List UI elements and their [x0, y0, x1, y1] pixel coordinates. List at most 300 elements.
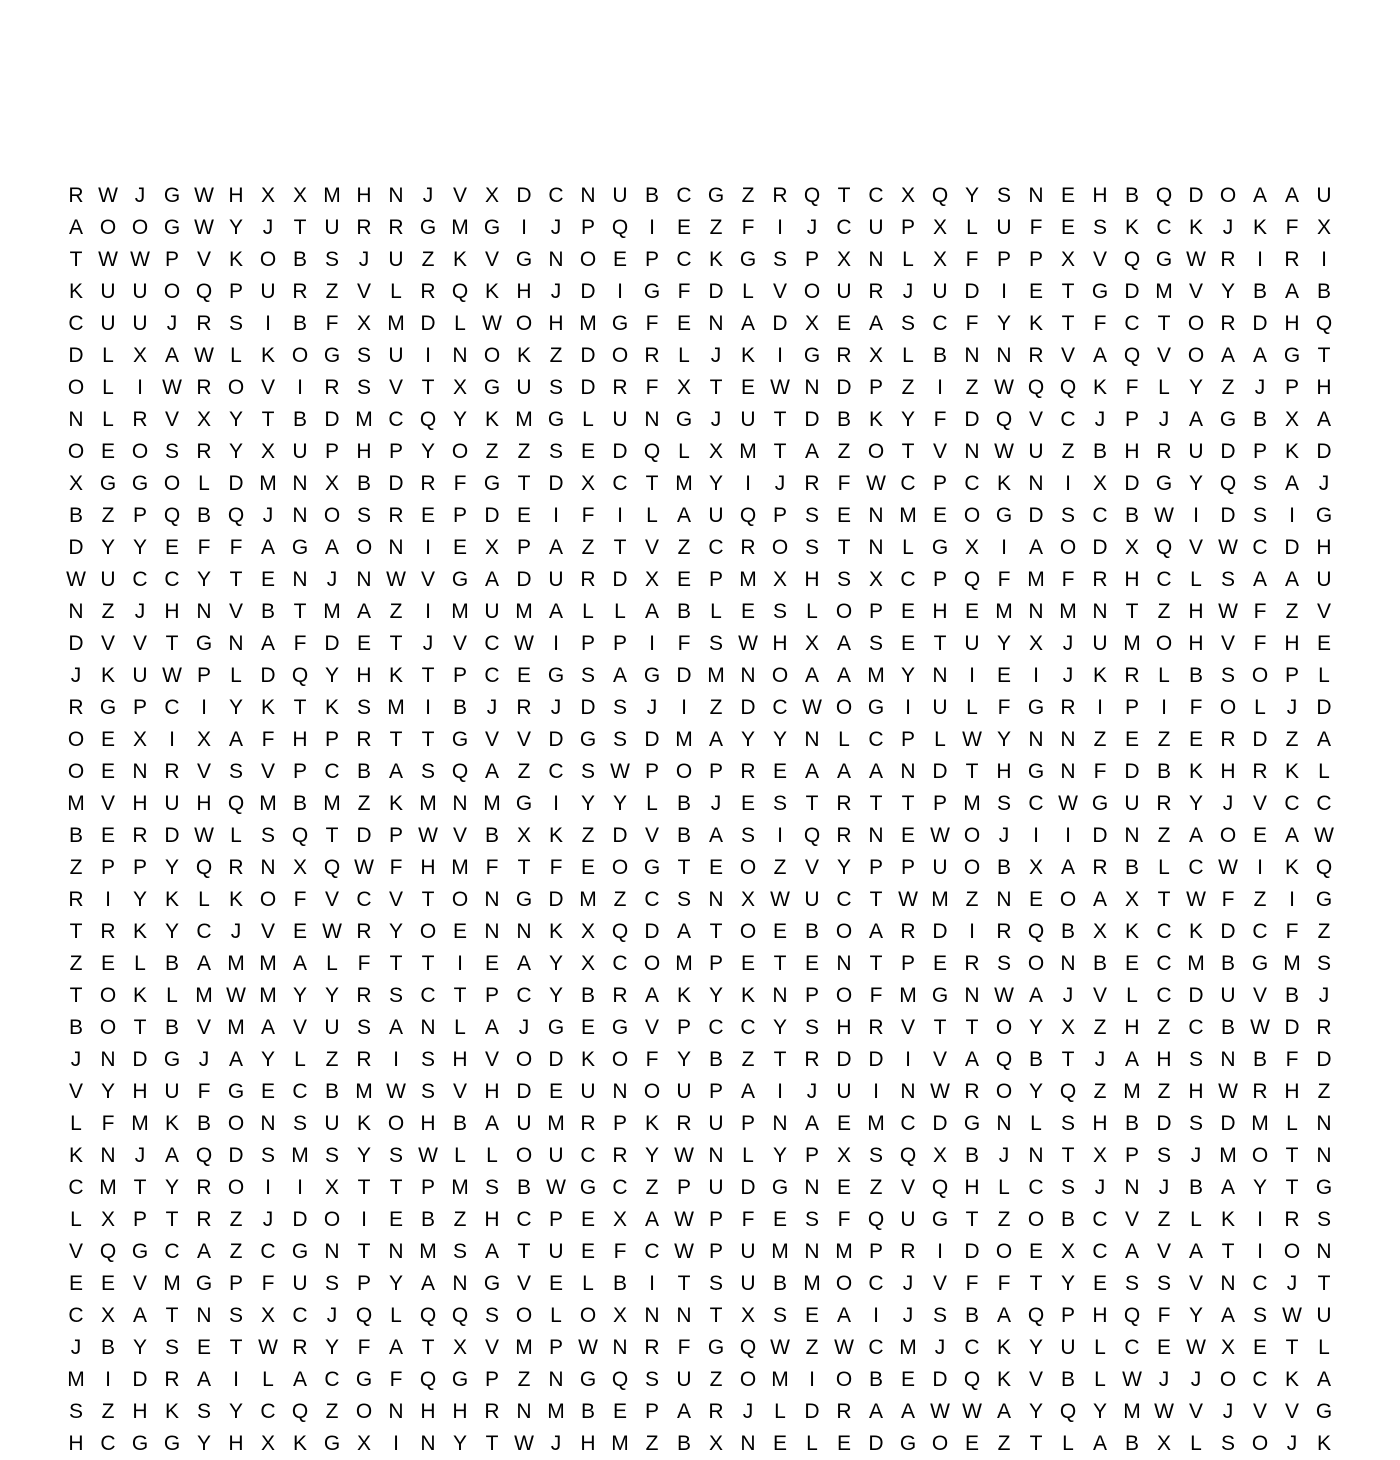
grid-letter: D [964, 280, 980, 303]
grid-letter: P [100, 856, 115, 879]
grid-letter: N [1060, 760, 1076, 783]
grid-letter: K [996, 1368, 1011, 1391]
grid-letter: K [1220, 1208, 1235, 1231]
grid-letter: N [804, 728, 820, 751]
grid-letter: N [1060, 728, 1076, 751]
grid-letter: R [900, 920, 916, 943]
grid-letter: T [709, 1304, 723, 1327]
grid-letter: X [452, 376, 467, 399]
grid-letter: W [898, 888, 918, 911]
grid-letter: S [164, 440, 179, 463]
grid-letter: D [1220, 440, 1236, 463]
grid-letter: I [777, 344, 783, 367]
grid-letter: U [740, 1272, 756, 1295]
grid-letter: K [1124, 920, 1139, 943]
grid-letter: N [868, 248, 884, 271]
grid-letter: S [868, 1144, 883, 1167]
grid-letter: T [1285, 1144, 1299, 1167]
grid-letter: L [326, 952, 338, 975]
grid-letter: O [515, 1048, 533, 1071]
grid-letter: R [644, 344, 660, 367]
grid-letter: Z [101, 504, 115, 527]
grid-letter: Q [611, 216, 629, 239]
grid-letter: O [1187, 312, 1205, 335]
grid-letter: H [1124, 440, 1140, 463]
grid-letter: Z [997, 1208, 1011, 1231]
grid-letter: M [1059, 600, 1077, 623]
grid-letter: T [229, 568, 243, 591]
grid-letter: S [1060, 1112, 1075, 1135]
grid-letter: Y [740, 728, 755, 751]
grid-letter: C [1252, 536, 1268, 559]
grid-letter: S [196, 1400, 211, 1423]
grid-letter: V [100, 632, 115, 655]
grid-letter: L [966, 216, 978, 239]
grid-letter: A [1060, 856, 1075, 879]
grid-letter: N [996, 888, 1012, 911]
grid-letter: X [68, 472, 83, 495]
grid-letter: M [195, 984, 213, 1007]
grid-letter: S [804, 1208, 819, 1231]
grid-letter: P [868, 856, 883, 879]
grid-letter: Y [356, 1144, 371, 1167]
grid-row [60, 468, 1340, 500]
grid-letter: Y [1092, 1400, 1107, 1423]
grid-letter: I [681, 696, 687, 719]
grid-letter: E [580, 856, 595, 879]
grid-letter: F [261, 728, 275, 751]
grid-letter: M [259, 952, 277, 975]
grid-letter: Z [613, 888, 627, 911]
grid-letter: P [932, 472, 947, 495]
grid-letter: A [676, 504, 691, 527]
grid-letter: A [676, 920, 691, 943]
grid-letter: C [484, 632, 500, 655]
grid-letter: Y [324, 984, 339, 1007]
grid-letter: Z [1157, 600, 1171, 623]
grid-row [60, 1012, 1340, 1044]
grid-letter: R [420, 280, 436, 303]
grid-letter: F [549, 856, 563, 879]
grid-letter: K [100, 664, 115, 687]
grid-letter: G [1251, 952, 1269, 975]
grid-row [60, 660, 1340, 692]
grid-letter: Y [228, 408, 243, 431]
grid-letter: X [260, 440, 275, 463]
grid-letter: N [484, 888, 500, 911]
grid-letter: R [1156, 792, 1172, 815]
grid-letter: D [164, 824, 180, 847]
grid-letter: W [1186, 888, 1206, 911]
grid-letter: E [484, 952, 499, 975]
grid-letter: R [196, 312, 212, 335]
grid-letter: Y [1220, 280, 1235, 303]
grid-letter: D [1316, 440, 1332, 463]
grid-letter: K [676, 984, 691, 1007]
grid-letter: X [804, 632, 819, 655]
grid-letter: O [771, 664, 789, 687]
grid-letter: L [230, 664, 242, 687]
grid-letter: D [1284, 1016, 1300, 1039]
grid-letter: J [1062, 984, 1074, 1007]
grid-letter: R [228, 856, 244, 879]
grid-letter: S [676, 888, 691, 911]
grid-letter: Y [900, 664, 915, 687]
grid-letter: G [291, 536, 309, 559]
grid-letter: M [355, 1080, 373, 1103]
grid-letter: G [163, 1048, 181, 1071]
grid-letter: I [617, 280, 623, 303]
grid-letter: U [1092, 632, 1108, 655]
grid-letter: D [644, 920, 660, 943]
grid-letter: E [516, 664, 531, 687]
grid-letter: Q [1059, 1400, 1077, 1423]
grid-letter: R [1156, 440, 1172, 463]
grid-letter: O [355, 1400, 373, 1423]
grid-letter: T [1061, 1048, 1075, 1071]
grid-letter: P [708, 952, 723, 975]
grid-letter: G [323, 1432, 341, 1455]
grid-letter: G [963, 1112, 981, 1135]
grid-letter: V [900, 1016, 915, 1039]
grid-letter: B [292, 312, 307, 335]
grid-letter: V [452, 632, 467, 655]
grid-letter: W [1122, 1368, 1142, 1391]
grid-letter: P [804, 1144, 819, 1167]
grid-letter: L [1190, 568, 1202, 591]
grid-letter: U [1124, 792, 1140, 815]
grid-letter: C [356, 888, 372, 911]
grid-letter: O [483, 344, 501, 367]
grid-letter: L [838, 728, 850, 751]
grid-letter: Y [772, 728, 787, 751]
grid-letter: U [292, 1272, 308, 1295]
grid-letter: N [708, 1144, 724, 1167]
grid-letter: J [1222, 792, 1234, 815]
grid-letter: G [1219, 408, 1237, 431]
grid-letter: Y [772, 1016, 787, 1039]
grid-letter: O [419, 920, 437, 943]
grid-letter: H [228, 184, 244, 207]
grid-letter: J [198, 1048, 210, 1071]
grid-letter: G [451, 1368, 469, 1391]
grid-letter: F [229, 536, 243, 559]
grid-letter: B [292, 408, 307, 431]
grid-letter: G [99, 696, 117, 719]
grid-letter: Z [741, 184, 755, 207]
grid-letter: L [678, 344, 690, 367]
grid-letter: H [452, 1048, 468, 1071]
grid-letter: Z [1157, 1016, 1171, 1039]
grid-letter: I [1001, 280, 1007, 303]
grid-letter: C [740, 1016, 756, 1039]
grid-letter: D [1092, 824, 1108, 847]
grid-letter: U [1220, 984, 1236, 1007]
grid-letter: G [483, 376, 501, 399]
grid-letter: O [835, 696, 853, 719]
grid-letter: D [740, 1176, 756, 1199]
grid-letter: S [644, 1368, 659, 1391]
grid-letter: N [964, 440, 980, 463]
grid-letter: M [771, 1368, 789, 1391]
grid-row [60, 1364, 1340, 1396]
grid-row [60, 980, 1340, 1012]
grid-letter: H [804, 568, 820, 591]
grid-letter: A [708, 824, 723, 847]
grid-letter: S [356, 1016, 371, 1039]
grid-letter: I [969, 664, 975, 687]
grid-letter: T [229, 1336, 243, 1359]
grid-letter: E [836, 312, 851, 335]
grid-letter: E [1028, 1240, 1043, 1263]
grid-letter: Y [708, 472, 723, 495]
grid-letter: U [612, 408, 628, 431]
grid-letter: P [996, 248, 1011, 271]
grid-letter: Y [548, 952, 563, 975]
grid-letter: N [68, 600, 84, 623]
grid-letter: L [1286, 1112, 1298, 1135]
grid-letter: B [68, 824, 83, 847]
grid-letter: I [1257, 248, 1263, 271]
grid-letter: A [1188, 824, 1203, 847]
grid-letter: L [70, 1112, 82, 1135]
grid-letter: W [354, 856, 374, 879]
grid-letter: N [868, 824, 884, 847]
grid-letter: A [1092, 344, 1107, 367]
grid-letter: P [932, 568, 947, 591]
grid-letter: S [1252, 504, 1267, 527]
grid-letter: O [739, 856, 757, 879]
grid-letter: B [1060, 1368, 1075, 1391]
grid-letter: U [580, 1080, 596, 1103]
grid-letter: F [261, 1272, 275, 1295]
grid-letter: G [419, 216, 437, 239]
grid-letter: T [1317, 344, 1331, 367]
grid-letter: G [515, 888, 533, 911]
grid-letter: P [1028, 248, 1043, 271]
grid-row [60, 1396, 1340, 1428]
grid-letter: D [612, 440, 628, 463]
grid-letter: F [645, 376, 659, 399]
grid-letter: I [393, 1048, 399, 1071]
grid-letter: A [1028, 536, 1043, 559]
grid-letter: K [1092, 664, 1107, 687]
grid-letter: E [1252, 824, 1267, 847]
grid-letter: C [1060, 408, 1076, 431]
grid-letter: E [100, 440, 115, 463]
grid-letter: D [516, 568, 532, 591]
grid-letter: Q [195, 280, 213, 303]
grid-letter: W [674, 1208, 694, 1231]
grid-letter: R [612, 984, 628, 1007]
grid-letter: L [678, 440, 690, 463]
grid-letter: B [1316, 280, 1331, 303]
grid-letter: H [420, 1400, 436, 1423]
grid-letter: D [1092, 536, 1108, 559]
grid-letter: Q [419, 408, 437, 431]
grid-letter: R [356, 920, 372, 943]
grid-letter: Z [1253, 888, 1267, 911]
grid-letter: N [228, 632, 244, 655]
grid-letter: W [514, 632, 534, 655]
grid-letter: V [388, 888, 403, 911]
grid-letter: K [1124, 216, 1139, 239]
grid-letter: G [675, 408, 693, 431]
grid-letter: P [1124, 408, 1139, 431]
grid-letter: L [550, 1304, 562, 1327]
grid-letter: O [515, 1144, 533, 1167]
grid-letter: C [900, 568, 916, 591]
grid-letter: B [1188, 664, 1203, 687]
grid-letter: L [70, 1208, 82, 1231]
grid-letter: Z [837, 440, 851, 463]
grid-letter: B [676, 1432, 691, 1455]
grid-letter: E [772, 920, 787, 943]
grid-letter: A [484, 1112, 499, 1135]
grid-letter: J [550, 216, 562, 239]
grid-letter: S [1156, 1272, 1171, 1295]
grid-letter: J [902, 1272, 914, 1295]
grid-letter: E [1060, 216, 1075, 239]
grid-letter: V [1028, 408, 1043, 431]
grid-letter: F [677, 632, 691, 655]
grid-letter: P [324, 728, 339, 751]
grid-letter: G [931, 984, 949, 1007]
grid-letter: P [516, 536, 531, 559]
grid-letter: M [227, 952, 245, 975]
grid-letter: M [835, 1240, 853, 1263]
grid-letter: V [484, 1048, 499, 1071]
grid-letter: A [868, 760, 883, 783]
grid-letter: V [228, 600, 243, 623]
grid-letter: S [260, 1144, 275, 1167]
grid-letter: O [1155, 632, 1173, 655]
grid-letter: D [1316, 1048, 1332, 1071]
grid-letter: T [613, 536, 627, 559]
grid-letter: Q [931, 1176, 949, 1199]
grid-letter: C [1092, 1208, 1108, 1231]
grid-letter: A [1316, 1368, 1331, 1391]
grid-letter: V [1188, 280, 1203, 303]
grid-letter: P [1060, 1304, 1075, 1327]
grid-letter: E [836, 1432, 851, 1455]
grid-letter: Q [963, 1368, 981, 1391]
grid-letter: A [1252, 568, 1267, 591]
grid-letter: Z [517, 760, 531, 783]
grid-letter: G [227, 1080, 245, 1103]
grid-letter: O [1027, 1208, 1045, 1231]
grid-letter: X [1124, 536, 1139, 559]
grid-letter: R [708, 1400, 724, 1423]
grid-letter: S [1220, 664, 1235, 687]
grid-letter: J [1286, 1272, 1298, 1295]
grid-letter: R [484, 1400, 500, 1423]
grid-letter: O [931, 1432, 949, 1455]
grid-letter: A [708, 728, 723, 751]
grid-letter: U [324, 216, 340, 239]
grid-letter: D [932, 920, 948, 943]
grid-letter: J [550, 1432, 562, 1455]
grid-letter: C [1156, 920, 1172, 943]
grid-letter: E [612, 1400, 627, 1423]
grid-letter: T [901, 440, 915, 463]
grid-letter: F [837, 472, 851, 495]
grid-row [60, 1332, 1340, 1364]
grid-letter: Q [1027, 376, 1045, 399]
grid-letter: E [740, 376, 755, 399]
grid-letter: F [965, 312, 979, 335]
grid-letter: K [388, 664, 403, 687]
grid-letter: Q [739, 504, 757, 527]
grid-letter: Y [196, 1432, 211, 1455]
grid-letter: M [739, 440, 757, 463]
grid-letter: K [324, 696, 339, 719]
grid-letter: R [1284, 248, 1300, 271]
grid-letter: O [291, 344, 309, 367]
grid-letter: U [164, 1080, 180, 1103]
grid-letter: L [646, 504, 658, 527]
grid-letter: E [1188, 728, 1203, 751]
grid-letter: C [132, 568, 148, 591]
grid-letter: C [1188, 856, 1204, 879]
grid-letter: G [643, 280, 661, 303]
grid-letter: R [196, 440, 212, 463]
grid-letter: M [1251, 1112, 1269, 1135]
grid-letter: D [580, 696, 596, 719]
grid-letter: Q [995, 408, 1013, 431]
grid-letter: G [515, 792, 533, 815]
grid-letter: S [1188, 1048, 1203, 1071]
grid-letter: P [292, 760, 307, 783]
grid-letter: F [965, 1272, 979, 1295]
grid-letter: Z [421, 248, 435, 271]
grid-letter: D [1252, 728, 1268, 751]
grid-letter: C [836, 216, 852, 239]
grid-letter: Q [1027, 1304, 1045, 1327]
grid-row [60, 1268, 1340, 1300]
grid-letter: F [485, 856, 499, 879]
grid-letter: S [1060, 504, 1075, 527]
grid-letter: Z [1093, 728, 1107, 751]
grid-letter: Y [228, 1400, 243, 1423]
grid-row [60, 1236, 1340, 1268]
grid-letter: V [260, 920, 275, 943]
grid-letter: X [708, 440, 723, 463]
grid-letter: G [611, 312, 629, 335]
grid-letter: Y [164, 920, 179, 943]
grid-letter: B [772, 1272, 787, 1295]
grid-letter: M [803, 1272, 821, 1295]
grid-letter: E [292, 920, 307, 943]
grid-letter: K [132, 984, 147, 1007]
grid-letter: M [483, 792, 501, 815]
grid-letter: A [996, 1400, 1011, 1423]
grid-letter: H [1316, 536, 1332, 559]
grid-letter: R [868, 1016, 884, 1039]
grid-letter: M [67, 1368, 85, 1391]
grid-letter: A [900, 1400, 915, 1423]
grid-letter: E [772, 1208, 787, 1231]
grid-letter: V [932, 1272, 947, 1295]
grid-letter: O [131, 440, 149, 463]
grid-letter: Z [1317, 1080, 1331, 1103]
grid-letter: D [1124, 472, 1140, 495]
grid-letter: I [1097, 696, 1103, 719]
grid-letter: L [582, 1272, 594, 1295]
grid-letter: W [194, 824, 214, 847]
grid-letter: P [420, 1176, 435, 1199]
grid-letter: S [292, 1112, 307, 1135]
